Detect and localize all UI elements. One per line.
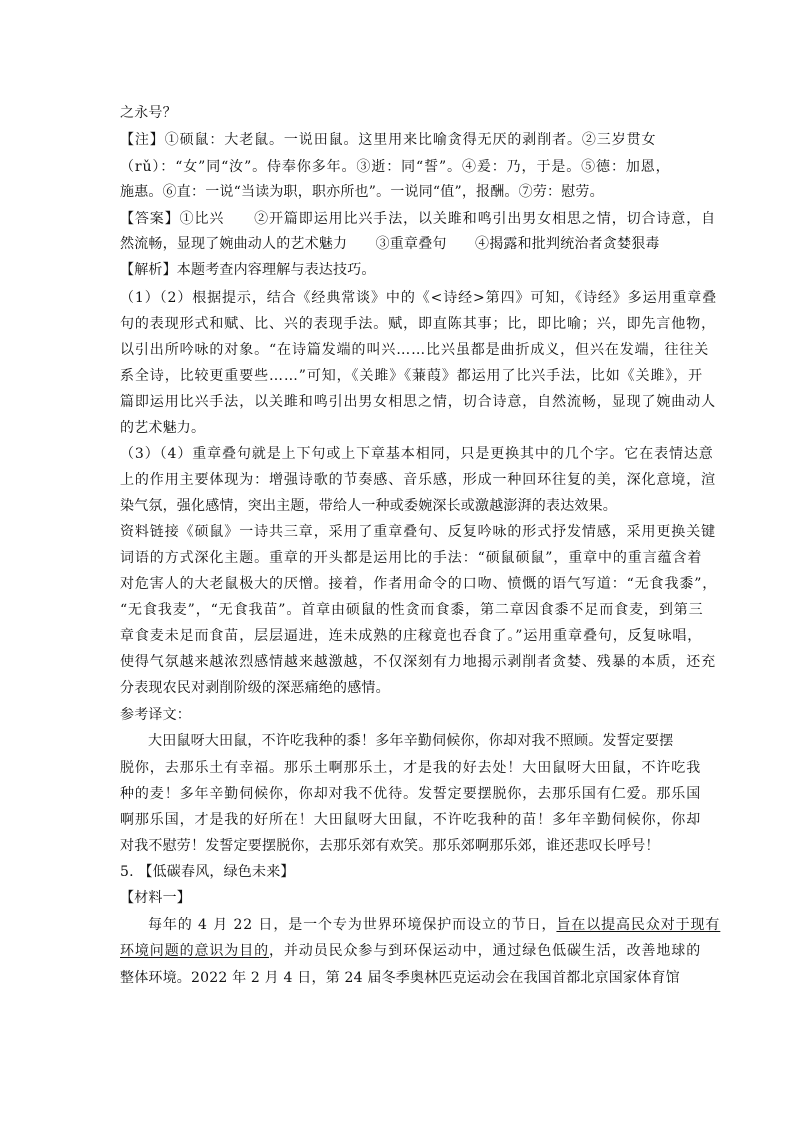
underlined-text: 环境问题的意识为目的 xyxy=(120,943,269,959)
text-line xyxy=(120,548,703,568)
text-line xyxy=(120,968,680,988)
text-segment: 词语的方式深化主题。重章的开头都是运用比的手法：“硕鼠硕鼠”，重章中的重言蕴含着 xyxy=(120,550,703,566)
text-line xyxy=(120,758,702,778)
text-segment: 以引出所吟咏的对象。“在诗篇发端的叫兴……比兴虽都是曲折成义，但兴在发端，往往关 xyxy=(120,342,710,358)
text-line xyxy=(120,810,702,830)
text-segment: 【注】①硕鼠：大老鼠。一说田鼠。这里用来比喻贪得无厌的剥削者。②三岁贯女 xyxy=(120,132,657,148)
text-line xyxy=(120,103,680,123)
text-segment: 【解析】本题考查内容理解与表达技巧。 xyxy=(120,262,376,278)
text-segment: 大田鼠呀大田鼠，不许吃我种的黍！多年辛勤伺候你，你却对我不照顾。发誓定要摆 xyxy=(148,733,674,749)
text-segment: 系全诗，比较更重要些……”可知，《关雎》《蒹葭》都运用了比兴手法，比如《关雎》，开 xyxy=(120,368,704,384)
text-line xyxy=(120,600,704,620)
text-line xyxy=(120,496,680,516)
text-line xyxy=(120,418,680,438)
text-line xyxy=(120,522,716,542)
text-segment: 的艺术魅力。 xyxy=(120,420,206,436)
text-segment: 种的麦！多年辛勤伺候你，你却对我不优待。发誓定要摆脱你，去那乐国有仁爱。那乐国 xyxy=(120,786,702,802)
text-line xyxy=(120,366,704,386)
text-line xyxy=(120,444,714,464)
text-segment: 参考译文： xyxy=(120,707,191,723)
text-segment: 每年的 4 月 22 日，是一个专为世界环境保护而设立的节日， xyxy=(148,917,557,933)
text-line xyxy=(120,784,702,804)
text-segment: 施惠。⑥直：一说“当读为职，职亦所也”。一说同“值”，报酬。⑦劳：慰劳。 xyxy=(120,184,604,200)
text-segment: 【材料一】 xyxy=(120,890,191,906)
text-segment: 然流畅，显现了婉曲动人的艺术魅力 ③重章叠句 ④揭露和批判统治者贪婪狠毒 xyxy=(120,236,660,252)
text-line xyxy=(120,836,680,856)
text-segment: 整体环境。2022 年 2 月 4 日，第 24 届冬季奥林匹克运动会在我国首都北京国家体育馆 xyxy=(120,970,680,986)
text-line xyxy=(120,941,702,961)
text-line xyxy=(120,574,718,594)
text-line xyxy=(120,888,680,908)
text-segment: 章食麦未足而食苗，层层逼进，连未成熟的庄稼竟也吞食了。”运用重章叠句，反复咏唱， xyxy=(120,628,703,644)
text-segment: （1）（2）根据提示，结合《经典常谈》中的《<诗经>第四》可知，《诗经》多运用重章叠 xyxy=(120,290,718,306)
text-segment: 对我不慰劳！发誓定要摆脱你，去那乐郊有欢笑。那乐郊啊那乐郊，谁还悲叹长呼号！ xyxy=(120,838,660,854)
text-line xyxy=(120,340,710,360)
text-line xyxy=(120,862,680,882)
text-segment: （3）（4）重章叠句就是上下句或上下章基本相同，只是更换其中的几个字。它在表情达意 xyxy=(120,446,714,462)
text-segment: 分表现农民对剥削阶级的深恶痛绝的感情。 xyxy=(120,680,390,696)
text-segment: ，并动员民众参与到环保运动中，通过绿色低碳生活，改善地球的 xyxy=(269,943,702,959)
text-line xyxy=(120,157,680,177)
text-segment: 对危害人的大老鼠极大的厌憎。接着，作者用命令的口吻、愤慨的语气写道：“无食我黍”， xyxy=(120,576,718,592)
text-segment: 资料链接《硕鼠》一诗共三章，采用了重章叠句、反复吟咏的形式抒发情感，采用更换关键 xyxy=(120,524,716,540)
text-segment: 5. 【低碳春风，绿色未来】 xyxy=(120,864,295,880)
text-line xyxy=(120,470,716,490)
text-line xyxy=(120,314,716,334)
text-segment: 【答案】①比兴 ②开篇即运用比兴手法，以关雎和鸣引出男女相思之情，切合诗意，自 xyxy=(120,211,716,227)
text-line xyxy=(120,182,680,202)
text-segment: “无食我麦”，“无食我苗”。首章由硕鼠的性贪而食黍，第二章因食黍不足而食麦，到第三 xyxy=(120,602,704,618)
text-segment: （rǔ）：“女”同“汝”。侍奉你多年。③逝：同“誓”。④爰：乃，于是。⑤德：加恩， xyxy=(120,159,671,175)
text-line xyxy=(120,626,703,646)
text-line xyxy=(120,392,716,412)
text-segment: 句的表现形式和赋、比、兴的表现手法。赋，即直陈其事；比，即比喻；兴，即先言他物， xyxy=(120,316,716,332)
text-line xyxy=(148,731,708,751)
text-line xyxy=(120,209,716,229)
text-segment: 上的作用主要体现为：增强诗歌的节奏感、音乐感，形成一种回环往复的美，深化意境，渲 xyxy=(120,472,716,488)
text-segment: 染气氛，强化感情，突出主题，带给人一种或委婉深长或激越澎湃的表达效果。 xyxy=(120,498,617,514)
text-line xyxy=(120,705,680,725)
text-line xyxy=(120,260,680,280)
text-segment: 啊那乐国，才是我的好所在！大田鼠呀大田鼠，不许吃我种的苗！多年辛勤伺候你，你却 xyxy=(120,812,702,828)
text-line xyxy=(120,130,680,150)
text-line xyxy=(120,652,716,672)
text-segment: 使得气氛越来越浓烈感情越来越激越，不仅深刻有力地揭示剥削者贪婪、残暴的本质，还充 xyxy=(120,654,716,670)
text-segment: 脱你，去那乐土有幸福。那乐土啊那乐土，才是我的好去处！大田鼠呀大田鼠，不许吃我 xyxy=(120,760,702,776)
text-line xyxy=(120,288,718,308)
underlined-text: 旨在以提高民众对于现有 xyxy=(556,917,721,933)
text-line xyxy=(120,678,680,698)
text-segment: 之永号？ xyxy=(120,105,177,121)
text-segment: 篇即运用比兴手法，以关雎和鸣引出男女相思之情，切合诗意，自然流畅，显现了婉曲动人 xyxy=(120,394,716,410)
text-line xyxy=(120,234,680,254)
text-line xyxy=(148,915,721,935)
